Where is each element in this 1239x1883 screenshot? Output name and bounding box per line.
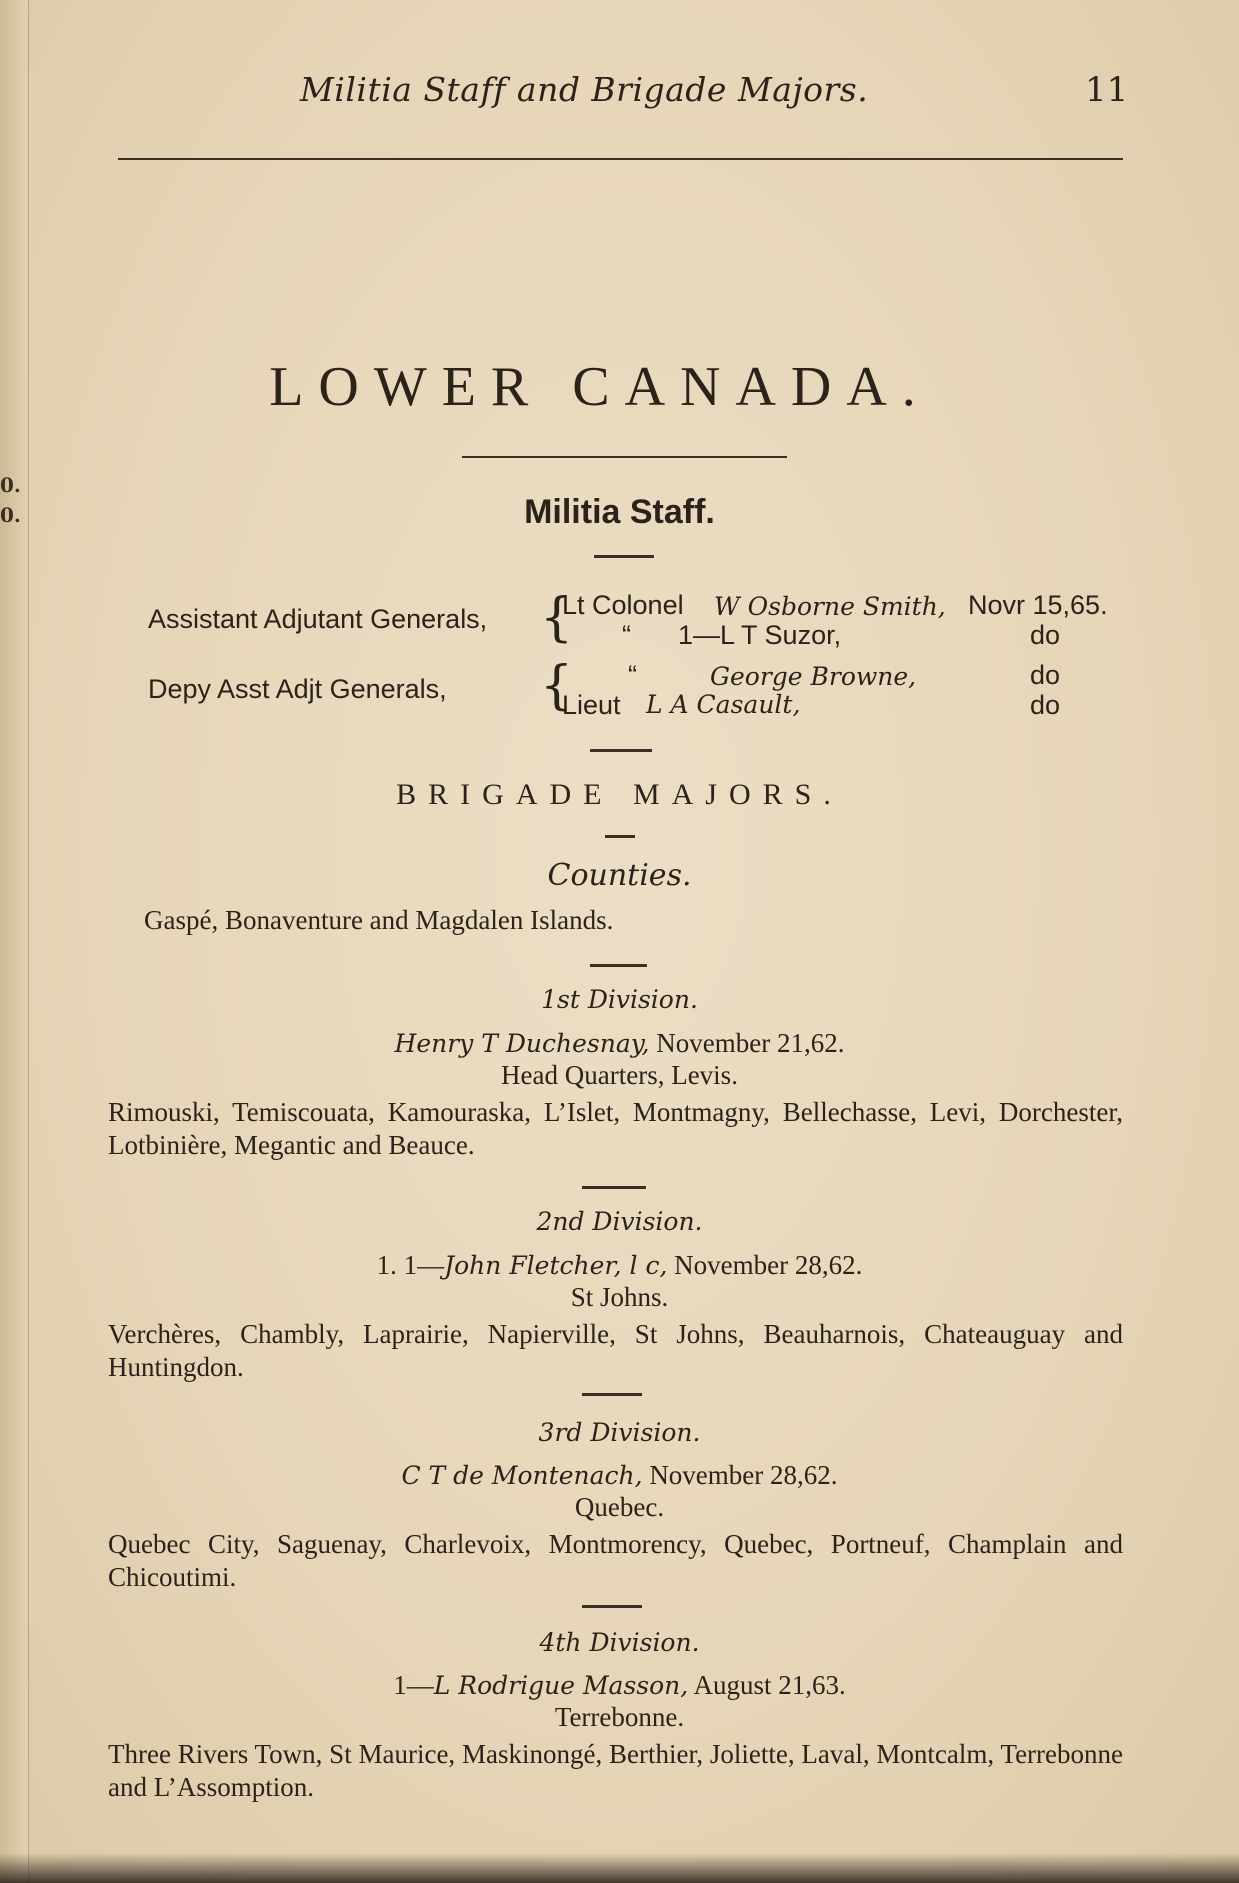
staff-name: George Browne, — [710, 662, 917, 691]
staff-name: W Osborne Smith, — [714, 592, 946, 621]
division-heading: 1st Division. — [541, 985, 698, 1014]
appointment-date: August 21,63. — [693, 1670, 846, 1700]
appointment-date: November 28,62. — [674, 1250, 863, 1280]
gaspe-counties: Gaspé, Bonaventure and Magdalen Islands. — [144, 905, 614, 935]
division-heading: 3rd Division. — [538, 1418, 701, 1447]
officer-name: Henry T Duchesnay, — [394, 1029, 650, 1058]
staff-name: 1—L T Suzor, — [678, 620, 842, 650]
gutter-mark: 0. — [0, 473, 21, 497]
division-officer-line — [0, 1250, 1239, 1281]
counties-heading: Counties. — [547, 858, 692, 893]
page-gutter — [0, 0, 29, 1883]
headquarters: Head Quarters, Levis. — [501, 1060, 738, 1090]
section-divider — [582, 1605, 642, 1608]
brace-glyph: { — [540, 656, 574, 716]
staff-rank: “ — [628, 660, 637, 690]
officer-name: John Fletcher, l c, — [444, 1251, 668, 1280]
division-officer-line — [0, 1670, 1239, 1701]
staff-date: do — [1030, 690, 1061, 720]
appointment-date: November 21,62. — [656, 1028, 845, 1058]
section-divider — [590, 749, 652, 752]
gutter-mark: 0. — [0, 503, 21, 527]
section-divider — [594, 555, 654, 558]
staff-date: do — [1030, 660, 1061, 690]
officer-name: C T de Montenach, — [401, 1461, 643, 1490]
page-number: 11 — [1085, 70, 1129, 110]
title-rule — [462, 456, 787, 458]
staff-rank: “ — [622, 620, 631, 650]
brigade-majors-heading: BRIGADE MAJORS. — [396, 778, 843, 811]
headquarters: Terrebonne. — [554, 1702, 685, 1732]
deputy-assistant-adjutant-generals-label: Depy Asst Adjt Generals, — [148, 674, 447, 704]
section-divider — [605, 835, 635, 838]
staff-rank: Lt Colonel — [562, 590, 684, 620]
section-divider — [590, 964, 647, 967]
headquarters: Quebec. — [574, 1492, 665, 1522]
division-officer-line — [0, 1460, 1239, 1491]
assistant-adjutant-generals-label: Assistant Adjutant Generals, — [148, 604, 488, 634]
division-heading: 2nd Division. — [536, 1207, 703, 1236]
brace-glyph: { — [540, 588, 574, 648]
division-officer-line — [0, 1028, 1239, 1059]
officer-prefix: 1. 1— — [376, 1250, 445, 1280]
division-counties: Quebec City, Saguenay, Charlevoix, Montmorency, Quebec, Portneuf, Champlain and Chicoutimi. — [108, 1529, 1123, 1592]
division-counties: Three Rivers Town, St Maurice, Maskinongé, Berthier, Joliette, Laval, Montcalm, Terrebonne and L’Assomption. — [108, 1739, 1123, 1802]
appointment-date: November 28,62. — [649, 1460, 838, 1490]
section-divider — [582, 1186, 646, 1189]
militia-staff-heading: Militia Staff. — [524, 493, 715, 531]
section-divider — [582, 1393, 642, 1396]
staff-name: L A Casault, — [646, 690, 801, 719]
running-header: Militia Staff and Brigade Majors. — [300, 70, 869, 109]
division-heading: 4th Division. — [539, 1628, 700, 1657]
officer-name: L Rodrigue Masson, — [433, 1671, 689, 1700]
page-edge-shadow — [0, 1853, 1239, 1883]
division-counties: Verchères, Chambly, Laprairie, Napierville, St Johns, Beauharnois, Chateauguay and Huntingdon. — [108, 1319, 1123, 1382]
main-title: LOWER CANADA. — [269, 356, 931, 418]
staff-date: Novr 15,65. — [968, 590, 1108, 620]
header-rule — [118, 158, 1123, 160]
staff-rank: Lieut — [562, 690, 621, 720]
staff-date: do — [1030, 620, 1061, 650]
officer-prefix: 1— — [393, 1670, 434, 1700]
division-counties: Rimouski, Temiscouata, Kamouraska, L’Islet, Montmagny, Bellechasse, Levi, Dorchester, Lotbinière, Megantic and Beauce. — [108, 1097, 1123, 1160]
headquarters: St Johns. — [570, 1282, 669, 1312]
